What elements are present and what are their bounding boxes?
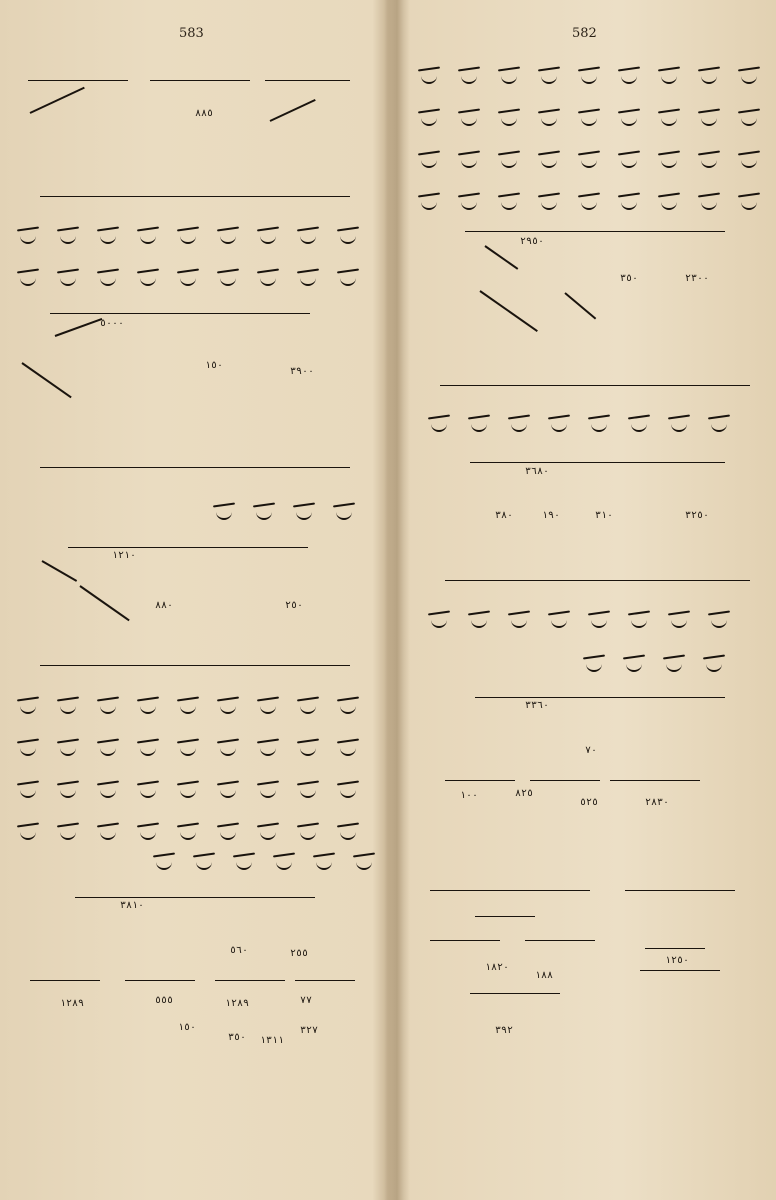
name-grid (415, 60, 765, 214)
footer-line (640, 970, 720, 971)
total-number: ٣٣٦٠ (525, 700, 550, 711)
name-grid (580, 648, 730, 676)
total-number: ٥٦٠ (230, 945, 249, 956)
name-grid (425, 408, 735, 436)
total-number: ٢٣٠٠ (685, 273, 710, 284)
diagonal-note (479, 290, 537, 332)
total-number: ١٢٥٠ (665, 955, 690, 966)
total-number: ١٠٠ (460, 790, 479, 801)
total-number: ٣٩٠٠ (290, 366, 315, 377)
footer-line (625, 890, 735, 891)
subtotal-rule (75, 897, 315, 898)
total-number: ٥٠٠٠ (100, 318, 125, 329)
total-number: ٣٦٨٠ (525, 466, 550, 477)
total-number: ١٩٠ (542, 510, 561, 521)
total-number: ٢٨٣٠ (645, 797, 670, 808)
total-number: ١٢٨٩ (225, 998, 250, 1009)
footer-line (645, 948, 705, 949)
footer-line (470, 993, 560, 994)
total-number: ٣٨٠ (495, 510, 514, 521)
name-grid (210, 496, 360, 524)
name-grid (425, 604, 735, 632)
section-rule (40, 665, 350, 666)
subtotal-rule (465, 231, 725, 232)
total-number: ١٨٢٠ (485, 962, 510, 973)
header-line (265, 80, 350, 81)
total-number: ١٥٠ (178, 1022, 197, 1033)
diagonal-note (55, 318, 103, 337)
diagonal-note (564, 292, 596, 319)
footer-line (530, 780, 600, 781)
footer-line (445, 780, 515, 781)
header-line (150, 80, 250, 81)
footer-line (125, 980, 195, 981)
name-grid (14, 690, 364, 844)
footer-line (215, 980, 285, 981)
total-number: ٨٨٠ (155, 600, 174, 611)
total-number: ١٥٠ (205, 360, 224, 371)
total-number: ٨٨٥ (195, 108, 214, 119)
subtotal-rule (470, 462, 725, 463)
footer-line (295, 980, 355, 981)
subtotal-rule (50, 313, 310, 314)
diagonal-note (270, 99, 316, 122)
right-page (400, 0, 776, 1200)
total-number: ٧٧ (300, 995, 313, 1006)
total-number: ١٢٨٩ (60, 998, 85, 1009)
total-number: ٢٥٠ (285, 600, 304, 611)
total-number: ٨٢٥ (515, 788, 534, 799)
total-number: ٢٥٥ (290, 948, 309, 959)
total-number: ١٨٨ (535, 970, 554, 981)
header-line (28, 80, 128, 81)
page-number-582: 582 (572, 26, 597, 41)
footer-line (30, 980, 100, 981)
total-number: ٧٠ (585, 745, 598, 756)
total-number: ٥٥٥ (155, 995, 174, 1006)
total-number: ٥٢٥ (580, 797, 599, 808)
diagonal-note (30, 87, 85, 114)
footer-line (430, 940, 500, 941)
section-rule (40, 467, 350, 468)
diagonal-note (42, 560, 78, 582)
page-number-583: 583 (179, 26, 204, 41)
total-number: ٣٢٥٠ (685, 510, 710, 521)
section-rule (445, 580, 750, 581)
total-number: ٣٨١٠ (120, 900, 145, 911)
footer-line (525, 940, 595, 941)
total-number: ٢٩٥٠ (520, 236, 545, 247)
footer-line (610, 780, 700, 781)
total-number: ٣١٠ (595, 510, 614, 521)
footer-line (430, 890, 590, 891)
section-rule (40, 196, 350, 197)
diagonal-note (21, 362, 71, 398)
name-grid (150, 846, 380, 874)
total-number: ٣٥٠ (620, 273, 639, 284)
subtotal-rule (68, 547, 308, 548)
subtotal-rule (475, 697, 725, 698)
total-number: ١٣١١ (260, 1035, 285, 1046)
name-grid (14, 220, 364, 290)
footer-line (475, 916, 535, 917)
total-number: ٣٩٢ (495, 1025, 514, 1036)
total-number: ١٢١٠ (112, 550, 137, 561)
diagonal-note (484, 245, 518, 270)
section-rule (440, 385, 750, 386)
total-number: ٣٥٠ (228, 1032, 247, 1043)
diagonal-note (79, 585, 129, 621)
total-number: ٣٢٧ (300, 1025, 319, 1036)
